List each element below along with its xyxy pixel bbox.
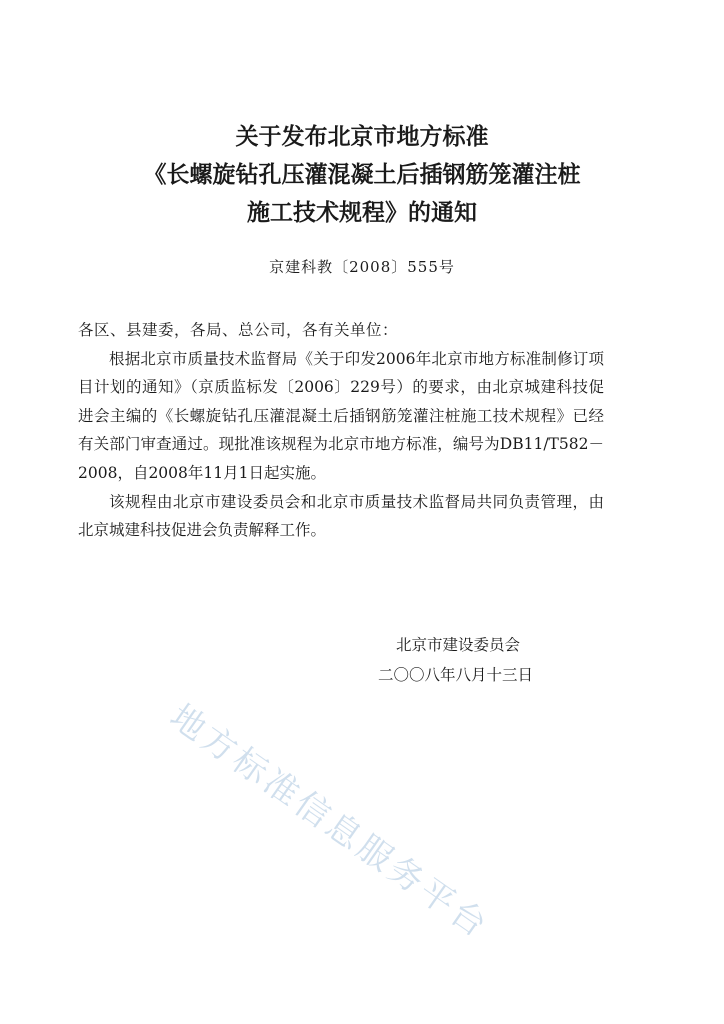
title-line-3: 施工技术规程》的通知 [247,200,477,226]
document-body [78,316,604,545]
salutation: 各区、县建委，各局、总公司，各有关单位： [78,321,399,339]
title-line-1: 关于发布北京市地方标准 [235,124,489,150]
signature-block [378,630,578,690]
document-title [60,118,664,232]
signature-date: 二〇〇八年八月十三日 [378,666,534,684]
paragraph-1: 根据北京市质量技术监督局《关于印发2006年北京市地方标准制修订项目计划的通知》（京质监标发〔2006〕229号）的要求，由北京城建科技促进会主编的《长螺旋钻孔压灌混凝土后插钢筋笼灌注桩施工技术规程》已经有关部门审查通过。现批准该规程为北京市地方标准，编号为DB11/T582－2008，自2008年11月1日起实施。 [78,349,604,482]
watermark: 地方标准信息服务平台 [162,696,497,948]
signature-organization: 北京市建设委员会 [396,636,521,654]
title-line-2: 《长螺旋钻孔压灌混凝土后插钢筋笼灌注桩 [143,162,581,188]
paragraph-2: 该规程由北京市建设委员会和北京市质量技术监督局共同负责管理，由北京城建科技促进会负责解释工作。 [78,492,604,540]
document-number: 京建科教〔2008〕555号 [269,258,455,276]
